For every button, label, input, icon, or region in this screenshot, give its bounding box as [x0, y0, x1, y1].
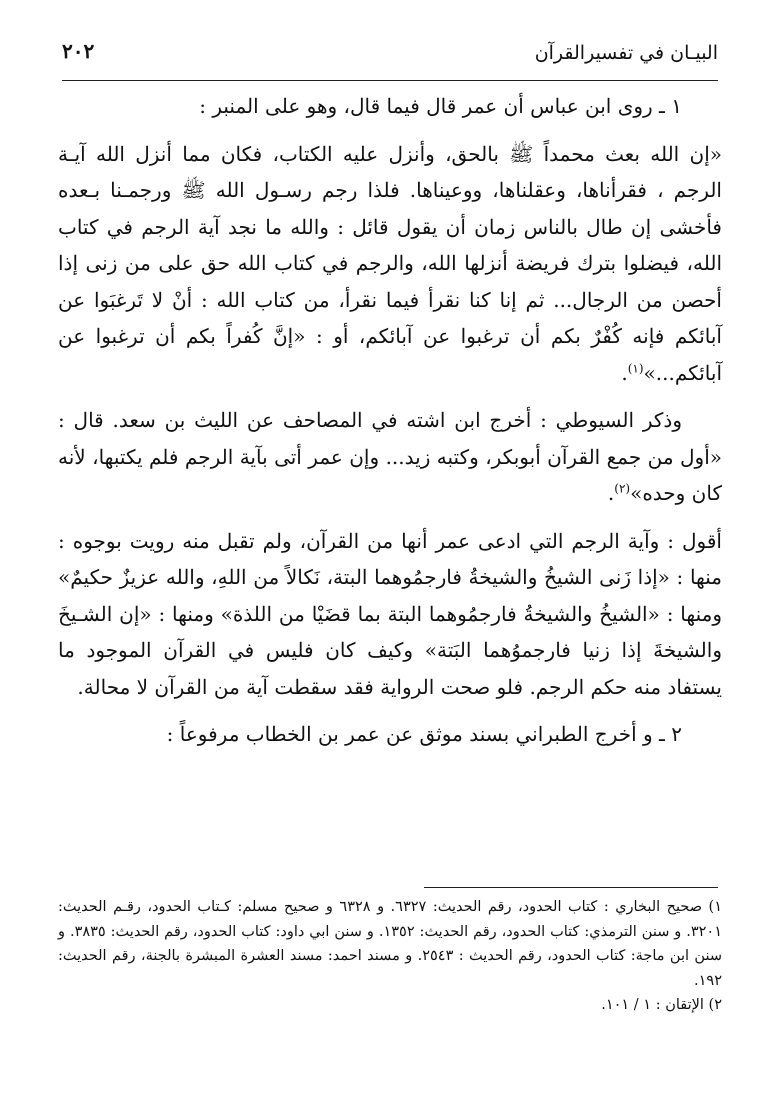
- footnote-2: ٢) الإتقان : ١ / ١٠١.: [601, 997, 722, 1013]
- paragraph-2: «إن الله بعث محمداً ﷺ بالحق، وأنزل عليه الكتاب، فكان مما أنزل الله آيـة الرجم ، فقرأناها، وعقلناها، ووعيناها. فلذا رجم رسـول الله ﷺ ورجمـنا بـعده فأخشى إن طال بالناس زمان أن يقول قائل : والله ما نجد آية الرجم في كتاب الله، فيضلوا بترك فريضة أنزلها الله، والرجم في كتاب الله حق على من زنى إذا أحصن من الرجال... ثم إنا كنا نقرأ فيما نقرأ، من كتاب الله : أنْ لا تَرغبَوا عن آبائكم فإنه كُفْرٌ بكم أن ترغبوا عن آبائكم، أو : «إنَّ كُفراً بكم أن ترغبوا عن آبائكم...»$^{(١)}$.: [58, 141, 722, 385]
- footnotes: [58, 895, 722, 1018]
- page-header: [62, 36, 718, 81]
- paragraph-1: ١ ـ روى ابن عباس أن عمر قال فيما قال، وهو على المنبر :: [199, 94, 682, 118]
- footnote-1: ١) صحيح البخاري : كتاب الحدود، رقم الحديث: ٦٣٢٧. و ٦٣٢٨ و صحيح مسلم: كـتاب الحدود، رقـم الحديث: ٣٢٠١. و سنن الترمذي: كتاب الحدود، رقم الحديث: ١٣٥٢. و سنن ابي داود: كتاب الحدود، رقم الحديث: ٣٨٣٥. و سنن ابن ماجة: كتاب الحدود، رقم الحديث : ٢٥٤٣. و مسند احمد: مسند العشرة المبشرة بالجنة، رقم الحديث: ١٩٢.: [58, 899, 722, 989]
- paragraph-2-text: «إن الله بعث محمداً ﷺ بالحق، وأنزل عليه الكتاب، فكان مما أنزل الله آيـة الرجم ، فقرأناها، وعقلناها، ووعيناها. فلذا رجم رسـول الله ﷺ ورجمـنا بـعده فأخشى إن طال بالناس زمان أن يقول قائل : والله ما نجد آية الرجم في كتاب الله، فيضلوا بترك فريضة أنزلها الله، والرجم في كتاب الله حق على من زنى إذا أحصن من الرجال... ثم إنا كنا نقرأ فيما نقرأ، من كتاب الله : أنْ لا تَرغبَوا عن آبائكم فإنه كُفْرٌ بكم أن ترغبوا عن آبائكم، أو : «إنَّ كُفراً بكم أن ترغبوا عن آبائكم...»: [58, 141, 722, 385]
- running-title: البيـان في تفسيرالقرآن: [534, 42, 718, 64]
- footnote-ref-1: (١): [627, 360, 644, 375]
- paragraph-5: ٢ ـ و أخرج الطبراني بسند موثق عن عمر بن الخطاب مرفوعاً :: [166, 722, 682, 746]
- paragraph-3: وذكر السيوطي : أخرج ابن اشته في المصاحف عن الليث بن سعد. قال : «أول من جمع القرآن أبوبكر، وكتبه زيد... وإن عمر أتى بآية الرجم فلم يكتبها، لأنه كان وحده»$^{(٢)}$.: [58, 408, 722, 505]
- paragraph-3-text: وذكر السيوطي : أخرج ابن اشته في المصاحف عن الليث بن سعد. قال : «أول من جمع القرآن أبوبكر، وكتبه زيد... وإن عمر أتى بآية الرجم فلم يكتبها، لأنه كان وحده»: [58, 408, 722, 505]
- paragraph-4: أقول : وآية الرجم التي ادعى عمر أنها من القرآن، ولم تقبل منه رويت بوجوه : منها : «إذا زَنى الشيخُ والشيخةُ فارجمُوهما البتة، نَكالاً من اللهِ، والله عزيزٌ حكيمٌ» ومنها : «الشيخُ والشيخةُ فارجمُوهما البتة بما قضَيْا من اللذة» ومنها : «إن الشـيخَ والشيخةَ إذا زنيا فارجموُهما البَتة» وكيف كان فليس في القرآن الموجود ما يستفاد منه حكم الرجم. فلو صحت الرواية فقد سقطت آية من القرآن لا محالة.: [58, 528, 723, 699]
- main-text: [58, 88, 722, 764]
- footnote-divider: [424, 887, 718, 888]
- footnote-ref-2: (٢): [614, 481, 631, 496]
- page-number: ٢٠٢: [62, 39, 95, 63]
